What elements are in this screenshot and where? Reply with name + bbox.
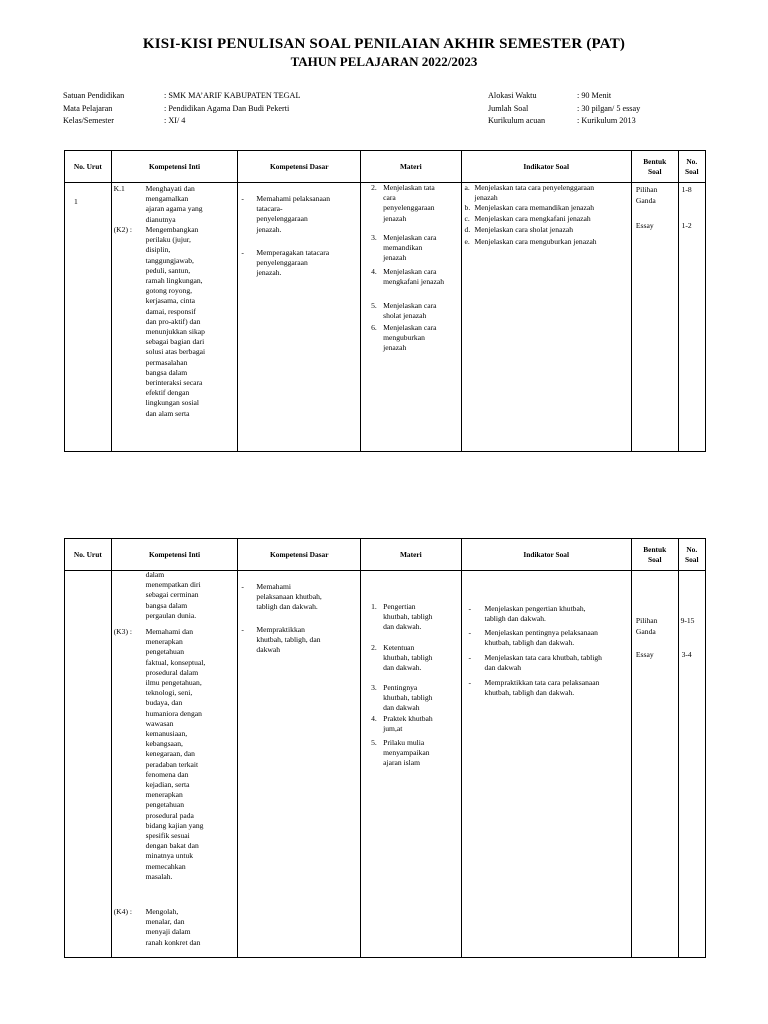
materi-item [365,267,453,287]
indikator-bullet: - [468,653,472,662]
ki-line: dalam [145,570,165,579]
ki-line: humaniora dengan [145,708,202,718]
ki-line: memecahkan [145,861,186,871]
bentuk-label: Pilihan [635,185,658,194]
header-materi: Materi [361,539,461,571]
ki-line: Memahami dan [145,627,194,636]
ki-line: bangsa dalam [145,600,188,610]
ki-line: menunjukkan sikap [145,327,205,337]
ki-text [146,907,225,948]
meta-row [63,90,300,103]
indikator-text [465,214,630,224]
ki-line: berinteraksi secara [145,378,203,388]
indikator-item [465,214,630,224]
header-kompetensi-inti: Kompetensi Inti [111,539,238,571]
ki-line: lingkungan sosial [145,398,200,408]
indikator-line: Menjelaskan cara sholat jenazah [474,225,573,234]
kd-item [241,625,341,656]
header-text: No. [686,544,698,554]
ki-line: Mengolah, [145,907,179,916]
indikator-line: Mempraktikkan tata cara pelaksanaan [484,678,600,687]
ki-line: faktual, konseptual, [145,657,206,667]
meta-value: : Pendidikan Agama Dan Budi Pekerti [164,103,290,113]
ki-line: kemanusiaan, [145,729,188,739]
ki-line: menerapkan [145,790,183,800]
kd-line: Memahami pelaksanaan [256,194,330,203]
kd-text [256,248,341,279]
meta-label: Alokasi Waktu [488,91,537,100]
ki-line: menempatkan diri [145,580,201,590]
ki-line: teknologi, seni, [145,688,193,698]
kd-bullet: - [241,248,244,257]
ki-line: budaya, dan [145,698,183,708]
materi-line: Menjelaskan cara [383,301,437,310]
table-header-row [65,539,706,571]
ki-label: (K2) : [113,225,132,234]
ki-line: perilaku (jujur, [145,235,191,245]
indikator-item [465,678,630,698]
indikator-item [465,604,630,624]
ki-line: pergaulan dunia. [145,610,197,620]
kisi-table-2 [64,538,706,958]
ki-line: ajaran agama yang [145,204,203,214]
cell-materi [361,183,461,452]
meta-row [488,103,640,116]
materi-number: 2. [371,183,377,192]
materi-text [365,602,453,633]
materi-number: 5. [371,301,377,310]
bentuk-label: Pilihan [635,616,658,625]
header-kompetensi-inti: Kompetensi Inti [111,151,238,183]
cell-no-soal [678,571,705,958]
kd-text [256,625,341,656]
ki-line: dan alam serta [145,408,190,418]
header-bentuk-soal [631,151,678,183]
kd-line: Memperagakan tatacara [256,248,330,257]
cell-no-urut [65,571,112,958]
ki-line: spesifik sesuai [145,831,190,841]
materi-text [365,738,453,769]
materi-line: Ketentuan [383,643,415,652]
ki-line: solusi atas berbagai [145,347,206,357]
bentuk-label: Ganda [635,196,656,205]
indikator-text [465,628,630,648]
kd-item [241,248,341,279]
ki-line: disiplin, [145,245,171,255]
ki-line: dianutnya [145,214,176,224]
materi-line: jenazah [383,213,407,223]
header-text: Soal [647,554,662,564]
materi-text [365,301,453,321]
cell-indikator-soal [461,571,631,958]
materi-line: dan dakwah. [383,622,422,632]
materi-line: memandikan [383,243,423,253]
indikator-bullet: e. [464,237,470,246]
ki-line: sebagai cerminan [145,590,199,600]
ki-line: masalah. [145,871,173,881]
ki-text [146,627,225,882]
indikator-line: khutbah, tabligh dan dakwah. [484,688,575,698]
materi-line: Pengertian [383,602,416,611]
materi-item [365,323,453,354]
indikator-bullet: - [468,678,472,687]
materi-number: 4. [371,714,377,723]
kd-line: tatacara- [256,204,283,214]
indikator-line: dan dakwah [484,663,522,673]
indikator-text [465,653,630,673]
ki-line: peduli, santun, [145,265,191,275]
indikator-item [465,183,630,203]
cell-kompetensi-inti [111,571,238,958]
indikator-text [465,604,630,624]
header-no-urut: No. Urut [65,151,112,183]
indikator-text [465,225,630,235]
ki-line: Menghayati dan [145,184,195,193]
materi-item [365,738,453,769]
materi-text [365,714,453,734]
kd-line: jenazah. [256,268,282,278]
kd-bullet: - [241,582,244,591]
indikator-item [465,237,630,247]
meta-right [488,90,640,128]
kd-line: khutbah, tabligh, dan [256,635,321,645]
indikator-line: Menjelaskan pengertian khutbah, [484,604,586,613]
indikator-text [465,203,630,213]
kd-line: dakwah [256,645,281,655]
cell-bentuk-soal [631,183,678,452]
indikator-bullet: b. [464,203,471,212]
header-materi: Materi [361,151,461,183]
header-text: Soal [647,166,662,176]
materi-line: khutbah, tabligh [383,693,433,703]
materi-item [365,183,453,224]
cell-indikator-soal [461,183,631,452]
kd-bullet: - [241,194,244,203]
indikator-text [465,237,630,247]
materi-text [365,183,453,224]
kd-text [256,582,341,613]
ki-line: fenomena dan [145,769,189,779]
materi-line: Praktek khutbah [383,714,433,723]
no-soal-value: 3-4 [681,650,692,659]
kd-item [241,582,341,613]
ki-line: permasalahan [145,357,188,367]
ki-line: menyaji dalam [145,927,191,937]
table-row [65,183,706,452]
ki-line: kerjasama, cinta [145,296,195,306]
materi-line: Menjelaskan cara [383,323,437,332]
meta-row [63,115,300,128]
header-text: Bentuk [643,156,667,166]
cell-kompetensi-dasar [238,183,361,452]
indikator-line: jenazah [474,193,498,203]
no-soal-value: 1-2 [681,221,692,230]
materi-line: cara [383,193,396,203]
ki-line: bangsa dalam [145,367,188,377]
ki-line: kenegaraan, dan [145,749,195,759]
materi-item [365,602,453,633]
header-text: Soal [685,554,699,564]
bentuk-label: Ganda [635,627,656,636]
materi-text [365,323,453,354]
kisi-table-1 [64,150,706,452]
no-soal-value: 1-8 [681,185,692,194]
table-header-row [65,151,706,183]
materi-line: menguburkan [383,333,425,343]
indikator-bullet: - [468,604,472,613]
ki-line: mengamalkan [145,194,189,204]
table-row [65,571,706,958]
indikator-line: Menjelaskan cara mengkafani jenazah [474,214,591,223]
ki-line: wawasan [145,718,174,728]
materi-item [365,643,453,674]
materi-line: dan dakwah. [383,663,422,673]
header-no-soal [678,539,705,571]
ki-continuation [146,570,225,621]
kd-line: penyelenggaraan [256,258,308,268]
meta-value: : SMK MA’ARIF KABUPATEN TEGAL [164,91,301,100]
kd-line: pelaksanaan khutbah, [256,592,322,602]
meta-row [63,103,300,116]
ki-line: peradaban terkait [145,759,199,769]
materi-line: ajaran islam [383,758,421,768]
kd-line: jenazah. [256,224,282,234]
indikator-item [465,628,630,648]
materi-item [365,714,453,734]
indikator-bullet: a. [464,183,470,192]
ki-line: damai, responsif [145,306,196,316]
indikator-line: tabligh dan dakwah. [484,614,546,624]
ki-line: prosedural pada [145,810,194,820]
indikator-line: Menjelaskan tata cara khutbah, tabligh [484,653,602,662]
indikator-line: Menjelaskan pentingnya pelaksanaan [484,628,598,637]
indikator-line: Menjelaskan tata cara penyelenggaraan [474,183,595,192]
indikator-text [465,183,630,203]
ki-line: menalar, dan [145,917,185,927]
ki-line: dengan bakat dan [145,841,199,851]
ki-text [146,184,225,225]
materi-text [365,683,453,714]
materi-line: jum,at [383,724,403,734]
ki-line: sebagai bagian dari [145,337,205,347]
ki-line: gotong royong, [145,286,193,296]
kd-line: tabligh dan dakwah. [256,602,318,612]
materi-line: menyampaikan [383,748,430,758]
meta-label: Satuan Pendidikan [63,91,125,100]
materi-item [365,683,453,714]
document-subtitle: TAHUN PELAJARAN 2022/2023 [290,54,478,69]
materi-line: Menjelaskan tata [383,183,435,192]
ki-line: ilmu pengetahuan, [145,678,202,688]
materi-number: 2. [371,643,377,652]
indikator-line: Menjelaskan cara memandikan jenazah [474,203,595,212]
meta-label: Kelas/Semester [63,116,114,125]
materi-line: khutbah, tabligh [383,612,433,622]
materi-number: 6. [371,323,377,332]
ki-line: bidang kajian yang [145,820,204,830]
ki-line: ramah lingkungan, [145,276,203,286]
materi-number: 3. [371,233,377,242]
materi-line: khutbah, tabligh [383,653,433,663]
header-text: No. [686,156,698,166]
header-text: Bentuk [643,544,667,554]
cell-bentuk-soal [631,571,678,958]
meta-label: Jumlah Soal [488,103,529,113]
cell-materi [361,571,461,958]
header-indikator-soal: Indikator Soal [461,539,631,571]
materi-line: Menjelaskan cara [383,233,437,242]
materi-item [365,233,453,264]
materi-line: Pentingnya [383,683,418,692]
ki-line: efektif dengan [145,388,190,398]
ki-line: menerapkan [145,637,183,647]
indikator-bullet: - [468,628,472,637]
meta-value: : XI/ 4 [164,116,186,125]
cell-kompetensi-inti [111,183,238,452]
materi-item [365,301,453,321]
indikator-item [465,225,630,235]
materi-number: 3. [371,683,377,692]
materi-line: penyelenggaraan [383,203,435,213]
kd-line: Mempraktikkan [256,625,305,634]
materi-line: jenazah [383,343,407,353]
meta-row [488,90,640,103]
cell-no-urut [65,183,112,452]
indikator-item [465,653,630,673]
ki-line: kejadian, serta [145,780,190,790]
header-bentuk-soal [631,539,678,571]
no-soal-value: 9-15 [680,616,695,625]
materi-line: Menjelaskan cara [383,267,437,276]
ki-label: (K3) : [113,627,132,636]
materi-line: sholat jenazah [383,311,427,321]
materi-number: 4. [371,267,377,276]
meta-label: Kurikulum acuan [488,116,546,125]
row-number: 1 [74,197,78,206]
indikator-line: Menjelaskan cara menguburkan jenazah [474,237,597,246]
indikator-line: khutbah, tabligh dan dakwah. [484,638,575,648]
ki-text [146,225,225,419]
bentuk-label: Essay [635,221,654,230]
indikator-item [465,203,630,213]
ki-label: K.1 [113,184,125,193]
materi-number: 1. [371,602,377,611]
ki-label: (K4) : [113,907,132,916]
header-kompetensi-dasar: Kompetensi Dasar [238,539,361,571]
ki-line: dan pro-aktif) dan [145,316,201,326]
indikator-bullet: c. [464,214,470,223]
header-no-soal [678,151,705,183]
meta-left [63,90,300,128]
cell-no-soal [678,183,705,452]
indikator-bullet: d. [464,225,471,234]
bentuk-label: Essay [635,650,654,659]
materi-text [365,267,453,287]
header-text: Soal [685,166,699,176]
kd-line: penyelenggaraan [256,214,308,224]
ki-line: minatnya untuk [145,851,194,861]
ki-line: pengetahuan [145,647,185,657]
header-indikator-soal: Indikator Soal [461,151,631,183]
ki-line: prosedural dalam [145,667,199,677]
meta-value: : 90 Menit [577,91,612,100]
header-no-urut: No. Urut [65,539,112,571]
ki-line: ranah konkret dan [145,937,201,947]
materi-number: 5. [371,738,377,747]
meta-value: : Kurikulum 2013 [577,116,636,125]
meta-label: Mata Pelajaran [63,103,113,113]
materi-line: jenazah [383,253,407,263]
cell-kompetensi-dasar [238,571,361,958]
materi-text [365,233,453,264]
ki-line: kebangsaan, [145,739,183,749]
meta-value: : 30 pilgan/ 5 essay [577,103,641,113]
kd-bullet: - [241,625,244,634]
kd-item [241,194,341,235]
materi-line: Prilaku mulia [383,738,425,747]
kd-line: Memahami [256,582,291,591]
materi-text [365,643,453,674]
ki-line: tanggungjawab, [145,255,194,265]
indikator-text [465,678,630,698]
ki-line: Mengembangkan [145,225,199,234]
header-kompetensi-dasar: Kompetensi Dasar [238,151,361,183]
materi-line: mengkafani jenazah [383,277,445,287]
ki-line: pengetahuan [145,800,185,810]
kd-text [256,194,341,235]
document-title: KISI-KISI PENULISAN SOAL PENILAIAN AKHIR SEMESTER (PAT) [142,36,626,52]
meta-row [488,115,640,128]
materi-line: dan dakwah [383,703,420,713]
